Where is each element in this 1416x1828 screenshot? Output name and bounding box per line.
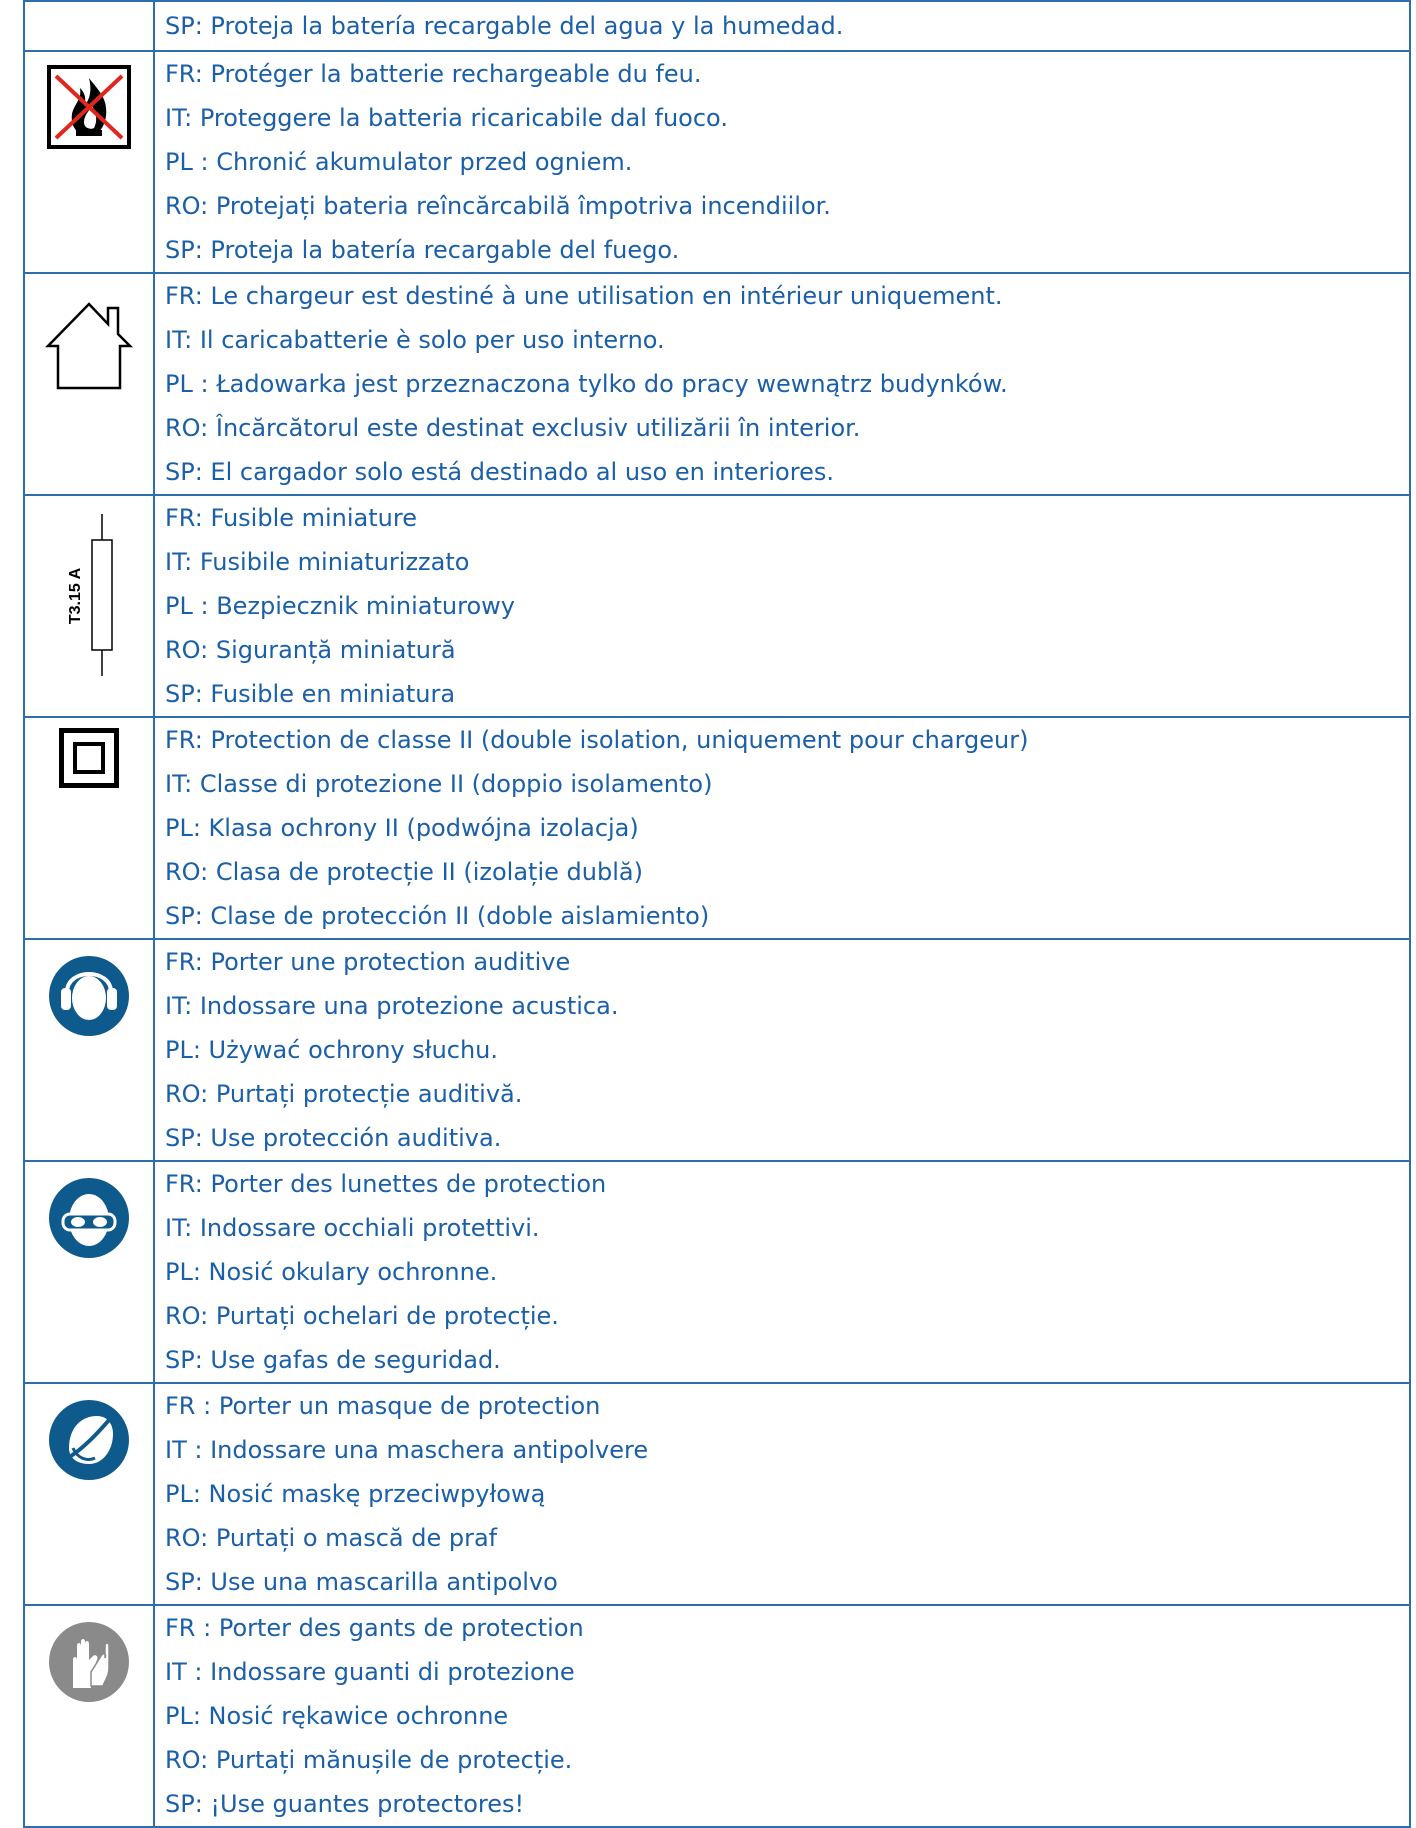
icon-cell [24,717,154,939]
text-cell [154,1161,1410,1383]
icon-cell [24,1383,154,1605]
text-line: FR: Porter des lunettes de protection [165,1170,607,1198]
text-cell [154,1,1410,51]
text-line: SP: Use una mascarilla antipolvo [165,1568,558,1596]
text-line: FR : Porter des gants de protection [165,1614,584,1642]
text-line: SP: El cargador solo está destinado al uso en interiores. [165,458,834,486]
text-line: FR: Fusible miniature [165,504,417,532]
text-line: IT : Indossare guanti di protezione [165,1658,575,1686]
table-row [24,1,1410,51]
text-line: RO: Încărcătorul este destinat exclusiv utilizării în interior. [165,414,861,442]
text-line: FR: Protection de classe II (double isolation, uniquement pour chargeur) [165,726,1029,754]
icon-cell [24,273,154,495]
text-line: IT: Proteggere la batteria ricaricabile dal fuoco. [165,104,728,132]
text-cell [154,1383,1410,1605]
text-line: PL : Ładowarka jest przeznaczona tylko do pracy wewnątrz budynków. [165,370,1008,398]
text-line: PL: Nosić maskę przeciwpyłową [165,1480,546,1508]
text-line: PL : Chronić akumulator przed ogniem. [165,148,633,176]
table-row [24,1605,1410,1827]
text-line: RO: Purtați mănușile de protecție. [165,1746,573,1774]
no-fire-icon [46,64,132,150]
text-line: IT: Indossare una protezione acustica. [165,992,619,1020]
text-line: PL: Używać ochrony słuchu. [165,1036,499,1064]
table-row [24,51,1410,273]
eye-protection-icon [47,1176,131,1260]
table-row [24,939,1410,1161]
text-line: PL: Klasa ochrony II (podwójna izolacja) [165,814,639,842]
text-line: PL: Nosić okulary ochronne. [165,1258,498,1286]
dust-mask-icon [47,1398,131,1482]
text-line: RO: Clasa de protecție II (izolație dublă) [165,858,643,886]
icon-cell [24,495,154,717]
text-cell [154,273,1410,495]
table-row [24,1161,1410,1383]
text-line: RO: Purtați ochelari de protecție. [165,1302,559,1330]
text-line: FR: Le chargeur est destiné à une utilisation en intérieur uniquement. [165,282,1003,310]
ear-protection-icon [47,954,131,1038]
table-row [24,1383,1410,1605]
text-line: FR: Porter une protection auditive [165,948,571,976]
house-icon [44,296,134,392]
text-line: PL: Nosić rękawice ochronne [165,1702,509,1730]
icon-cell [24,1161,154,1383]
text-cell [154,939,1410,1161]
table-row [24,495,1410,717]
text-line: SP: Fusible en miniatura [165,680,456,708]
text-line: FR: Protéger la batterie rechargeable du feu. [165,60,702,88]
text-line: IT : Indossare una maschera antipolvere [165,1436,649,1464]
symbol-table-page [23,0,1411,1828]
fuse-rating-label: T3.15 A [67,567,84,625]
text-line: RO: Purtați protecție auditivă. [165,1080,523,1108]
icon-cell [24,939,154,1161]
text-line: SP: Use protección auditiva. [165,1124,502,1152]
text-line: RO: Protejați bateria reîncărcabilă împotriva incendiilor. [165,192,831,220]
text-line: SP: Proteja la batería recargable del fuego. [165,236,680,264]
gloves-icon [47,1620,131,1704]
text-line: FR : Porter un masque de protection [165,1392,601,1420]
class-ii-icon [59,728,119,788]
icon-cell [24,1605,154,1827]
table-row [24,717,1410,939]
icon-cell-empty [24,1,154,51]
text-cell [154,717,1410,939]
fuse-icon [44,510,134,680]
text-line: SP: Proteja la batería recargable del agua y la humedad. [165,12,844,40]
text-line: IT: Il caricabatterie è solo per uso interno. [165,326,665,354]
text-line: SP: ¡Use guantes protectores! [165,1790,525,1818]
text-line: RO: Purtați o mască de praf [165,1524,498,1552]
text-cell [154,1605,1410,1827]
text-line: SP: Clase de protección II (doble aislamiento) [165,902,710,930]
text-line: IT: Fusibile miniaturizzato [165,548,470,576]
symbol-table [23,0,1411,1828]
text-line: PL : Bezpiecznik miniaturowy [165,592,515,620]
text-line: RO: Siguranță miniatură [165,636,456,664]
text-line: SP: Use gafas de seguridad. [165,1346,501,1374]
icon-cell [24,51,154,273]
text-cell [154,51,1410,273]
text-line: IT: Classe di protezione II (doppio isolamento) [165,770,713,798]
table-row [24,273,1410,495]
text-cell [154,495,1410,717]
text-line: IT: Indossare occhiali protettivi. [165,1214,540,1242]
